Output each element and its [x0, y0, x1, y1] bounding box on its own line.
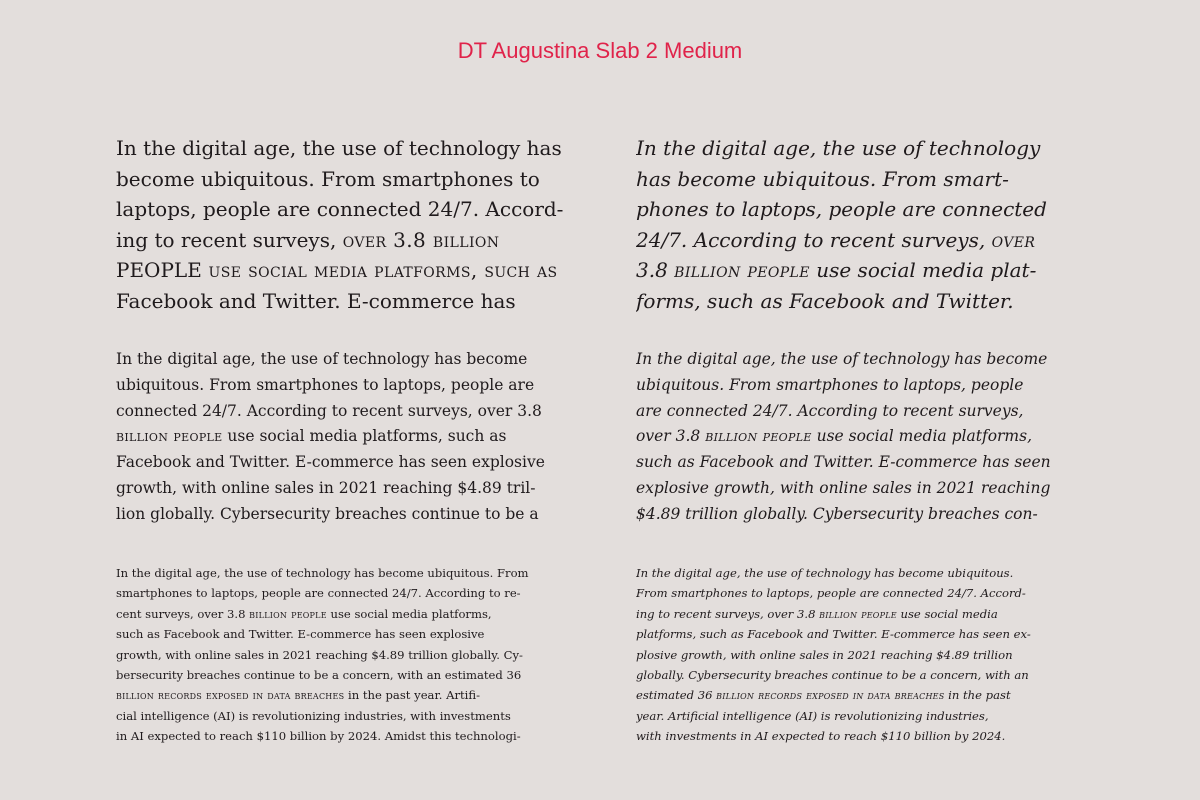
body-text: PEOPLE — [116, 258, 202, 282]
body-text: platforms, such as Facebook and Twitter. E-commerce has seen ex- — [636, 627, 1031, 642]
text-line — [636, 583, 1106, 603]
body-text: ubiquitous. From smartphones to laptops, people are — [116, 375, 535, 394]
small-caps-text: billion people — [249, 606, 327, 621]
text-line — [636, 450, 1106, 476]
body-text: over 3.8 — [636, 427, 706, 446]
small-caps-text: billion people — [819, 606, 897, 621]
text-line — [636, 133, 1106, 164]
body-text: use social media — [896, 606, 998, 621]
small-caps-text: billion records exposed in data breaches — [116, 688, 345, 703]
small-caps-text: over — [991, 227, 1036, 252]
body-text: cial intelligence (AI) is revolutionizing industries, with investments — [116, 708, 511, 723]
body-text: In the digital age, the use of technology — [636, 136, 1041, 160]
text-line — [636, 685, 1106, 705]
body-text: phones to laptops, people are connected — [636, 197, 1047, 221]
body-text: In the digital age, the use of technology has become — [636, 350, 1048, 368]
body-text: cent surveys, over 3.8 — [116, 606, 250, 621]
small-caps-text: billion people — [674, 258, 810, 282]
body-text: ubiquitous. From smartphones to laptops, people — [636, 375, 1024, 394]
text-line — [636, 624, 1106, 644]
body-text: connected 24/7. According to recent surveys, over 3.8 — [116, 401, 542, 420]
text-line — [116, 424, 586, 450]
body-text: From smartphones to laptops, people are connected 24/7. Accord- — [636, 586, 1026, 601]
large-roman-paragraph — [116, 133, 586, 316]
text-line — [636, 347, 1106, 373]
small-caps-text: over 3.8 billion — [342, 227, 500, 252]
small-caps-text: billion people — [705, 427, 812, 446]
text-line — [636, 399, 1106, 425]
body-text: use social media platforms, such as — [222, 427, 507, 446]
small-italic-paragraph — [636, 563, 1106, 747]
text-line — [636, 706, 1106, 726]
text-line — [636, 563, 1106, 583]
text-line — [116, 726, 586, 746]
specimen-title: DT Augustina Slab 2 Medium — [457, 38, 743, 63]
body-text: use social media platforms, — [811, 427, 1033, 446]
small-caps-text: billion people — [116, 427, 223, 446]
text-line — [636, 726, 1106, 746]
text-line — [636, 476, 1106, 502]
body-text: in the past year. Artifi- — [344, 688, 481, 703]
body-text: such as Facebook and Twitter. E-commerce has seen — [636, 453, 1051, 472]
body-text: in the past — [944, 688, 1011, 703]
body-text: smartphones to laptops, people are connected 24/7. According to re- — [116, 586, 521, 601]
text-line — [116, 583, 586, 603]
text-line — [636, 502, 1106, 528]
body-text: In the digital age, the use of technology has become ubiquitous. — [636, 566, 1014, 580]
body-text: ing to recent surveys, — [116, 227, 343, 252]
medium-italic-paragraph — [636, 347, 1106, 528]
text-line — [116, 563, 586, 583]
body-text: such as Facebook and Twitter. E-commerce has seen explosive — [116, 627, 485, 642]
body-text: Facebook and Twitter. E-commerce has seen explosive — [116, 453, 545, 472]
text-line — [116, 476, 586, 502]
text-line — [116, 706, 586, 726]
body-text: in AI expected to reach $110 billion by 2024. Amidst this technologi- — [116, 729, 521, 744]
text-line — [116, 624, 586, 644]
small-roman-paragraph — [116, 563, 586, 747]
text-line — [116, 645, 586, 665]
text-line — [116, 133, 586, 164]
text-line — [116, 373, 586, 399]
body-text: In the digital age, the use of technology has — [116, 136, 562, 160]
body-text: with investments in AI expected to reach $110 billion by 2024. — [636, 729, 1006, 744]
body-text: lion globally. Cybersecurity breaches continue to be a — [116, 504, 539, 523]
medium-roman-paragraph — [116, 347, 586, 528]
text-line — [116, 665, 586, 685]
text-line — [116, 225, 586, 256]
body-text: growth, with online sales in 2021 reaching $4.89 tril- — [116, 478, 536, 497]
small-caps-text: billion records exposed in data breaches — [716, 688, 945, 703]
text-line — [116, 347, 586, 373]
text-line — [116, 194, 586, 225]
text-line — [116, 255, 586, 286]
text-line — [636, 225, 1106, 256]
body-text: laptops, people are connected 24/7. Accord- — [116, 197, 564, 221]
body-text: are connected 24/7. According to recent surveys, — [636, 401, 1024, 420]
text-line — [116, 286, 586, 317]
body-text: use social media platforms, — [326, 606, 492, 621]
body-text: $4.89 trillion globally. Cybersecurity breaches con- — [636, 504, 1038, 523]
body-text: Facebook and Twitter. E-commerce has — [116, 288, 516, 313]
text-line — [636, 286, 1106, 317]
body-text: In the digital age, the use of technology has become ubiquitous. From — [116, 566, 529, 580]
body-text: explosive growth, with online sales in 2021 reaching — [636, 478, 1051, 497]
body-text: use social media plat- — [809, 258, 1037, 282]
text-line — [636, 164, 1106, 195]
text-line — [636, 373, 1106, 399]
text-line — [116, 604, 586, 624]
text-line — [116, 399, 586, 425]
text-line — [636, 665, 1106, 685]
body-text: growth, with online sales in 2021 reaching $4.89 trillion globally. Cy- — [116, 647, 523, 662]
body-text: become ubiquitous. From smartphones to — [116, 166, 540, 191]
body-text: bersecurity breaches continue to be a concern, with an estimated 36 — [116, 668, 522, 683]
text-line — [636, 604, 1106, 624]
text-line — [636, 645, 1106, 665]
body-text: has become ubiquitous. From smart- — [636, 166, 1009, 191]
body-text: 24/7. According to recent surveys, — [636, 227, 992, 252]
body-text: globally. Cybersecurity breaches continue to be a concern, with an — [636, 668, 1029, 683]
body-text: In the digital age, the use of technology has become — [116, 350, 528, 368]
body-text: forms, such as Facebook and Twitter. — [636, 288, 1014, 313]
body-text: ing to recent surveys, over 3.8 — [636, 606, 820, 621]
text-line — [116, 685, 586, 705]
small-caps-text: use social media platforms, such as — [201, 258, 558, 282]
body-text: year. Artificial intelligence (AI) is revolutionizing industries, — [636, 708, 989, 723]
text-line — [636, 255, 1106, 286]
text-line — [116, 502, 586, 528]
text-line — [636, 424, 1106, 450]
body-text: 3.8 — [636, 258, 675, 282]
text-line — [116, 164, 586, 195]
text-line — [116, 450, 586, 476]
body-text: plosive growth, with online sales in 2021 reaching $4.89 trillion — [636, 647, 1013, 662]
text-line — [636, 194, 1106, 225]
body-text: estimated 36 — [636, 688, 717, 703]
large-italic-paragraph — [636, 133, 1106, 316]
